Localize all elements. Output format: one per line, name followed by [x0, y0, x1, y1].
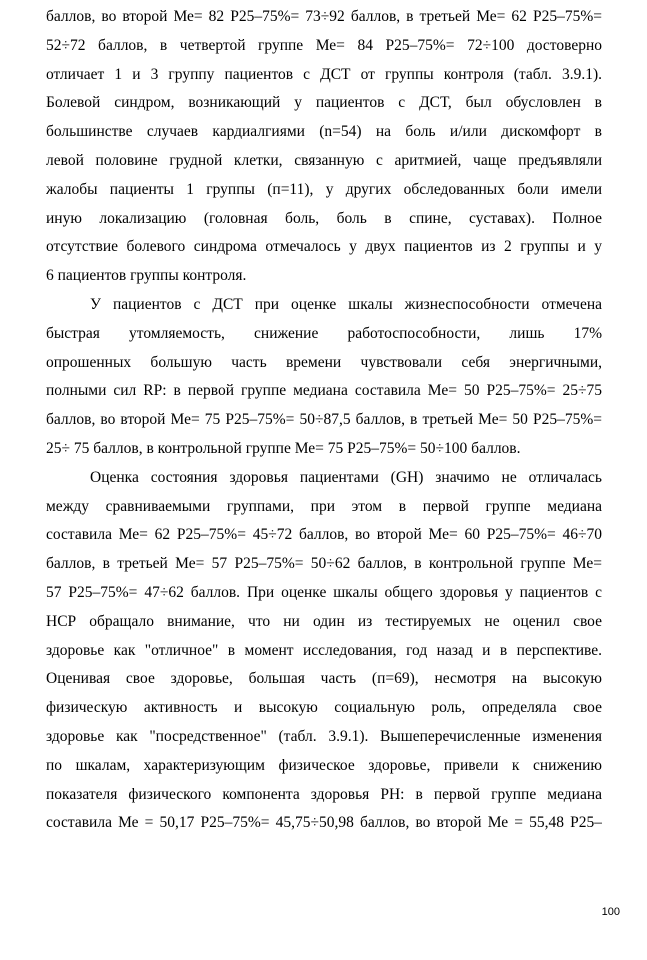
text-line: между сравниваемыми группами, при этом в первой группе медиана [46, 497, 602, 515]
text-line: составила Ме= 62 P25–75%= 45÷72 баллов, во второй Ме= 60 P25–75%= 46÷70 [46, 526, 602, 544]
text-line: физическую активность и высокую социальную роль, определяла свое [46, 699, 602, 717]
text-line: большинстве случаев кардиалгиями (n=54) на боль и/или дискомфорт в [46, 123, 602, 141]
text-line: 6 пациентов группы контроля. [46, 267, 247, 285]
text-line: баллов, во второй Ме= 75 P25–75%= 50÷87,5 баллов, в третьей Ме= 50 P25–75%= [46, 411, 602, 429]
text-line: здоровье как "посредственное" (табл. 3.9.1). Вышеперечисленные изменения [46, 727, 602, 745]
text-line: 52÷72 баллов, в четвертой группе Ме= 84 P25–75%= 72÷100 достоверно [46, 36, 602, 54]
text-line: Болевой синдром, возникающий у пациентов с ДСТ, был обусловлен в [46, 94, 602, 112]
text-line: отличает 1 и 3 группу пациентов с ДСТ от группы контроля (табл. 3.9.1). [46, 65, 602, 83]
text-line: составила Ме = 50,17 P25–75%= 45,75÷50,98 баллов, во второй Ме = 55,48 P25– [46, 814, 602, 832]
text-line: У пациентов с ДСТ при оценке шкалы жизнеспособности отмечена [90, 295, 602, 313]
text-line: 57 P25–75%= 47÷62 баллов. При оценке шкалы общего здоровья у пациентов с [46, 583, 602, 601]
text-line: иную локализацию (головная боль, боль в спине, суставах). Полное [46, 209, 602, 227]
text-line: Оценка состояния здоровья пациентами (GH) значимо не отличалась [90, 468, 602, 486]
paragraph-general-health [46, 464, 602, 838]
text-line: Оценивая свое здоровье, большая часть (п=69), несмотря на высокую [46, 670, 602, 688]
text-line: отсутствие болевого синдрома отмечалось у двух пациентов из 2 группы и у [46, 238, 602, 256]
text-line: баллов, во второй Ме= 82 P25–75%= 73÷92 баллов, в третьей Ме= 62 P25–75%= [46, 8, 602, 25]
text-line: быстрая утомляемость, снижение работоспособности, лишь 17% [46, 324, 602, 342]
text-line: жалобы пациенты 1 группы (п=11), у других обследованных боли имели [46, 180, 602, 198]
text-line: показателя физического компонента здоровья PH: в первой группе медиана [46, 785, 602, 803]
text-line: левой половине грудной клетки, связанную с аритмией, чаще предъявляли [46, 151, 602, 169]
page-number: 100 [601, 906, 620, 918]
paragraph-pain-syndrome [46, 3, 602, 291]
text-line: 25÷ 75 баллов, в контрольной группе Ме= 75 P25–75%= 50÷100 баллов. [46, 439, 521, 457]
text-line: по шкалам, характеризующим физическое здоровье, привели к снижению [46, 756, 602, 774]
text-line: здоровье как "отличное" в момент исследования, год назад и в перспективе. [46, 641, 602, 659]
body-text [46, 3, 602, 838]
text-line: полными сил RP: в первой группе медиана составила Ме= 50 P25–75%= 25÷75 [46, 382, 602, 400]
text-line: баллов, в третьей Ме= 57 P25–75%= 50÷62 баллов, в контрольной группе Ме= [46, 555, 602, 573]
text-line: НСР обращало внимание, что ни один из тестируемых не оценил свое [46, 612, 602, 630]
text-line: опрошенных большую часть времени чувствовали себя энергичными, [46, 353, 602, 371]
paragraph-vitality [46, 291, 602, 464]
